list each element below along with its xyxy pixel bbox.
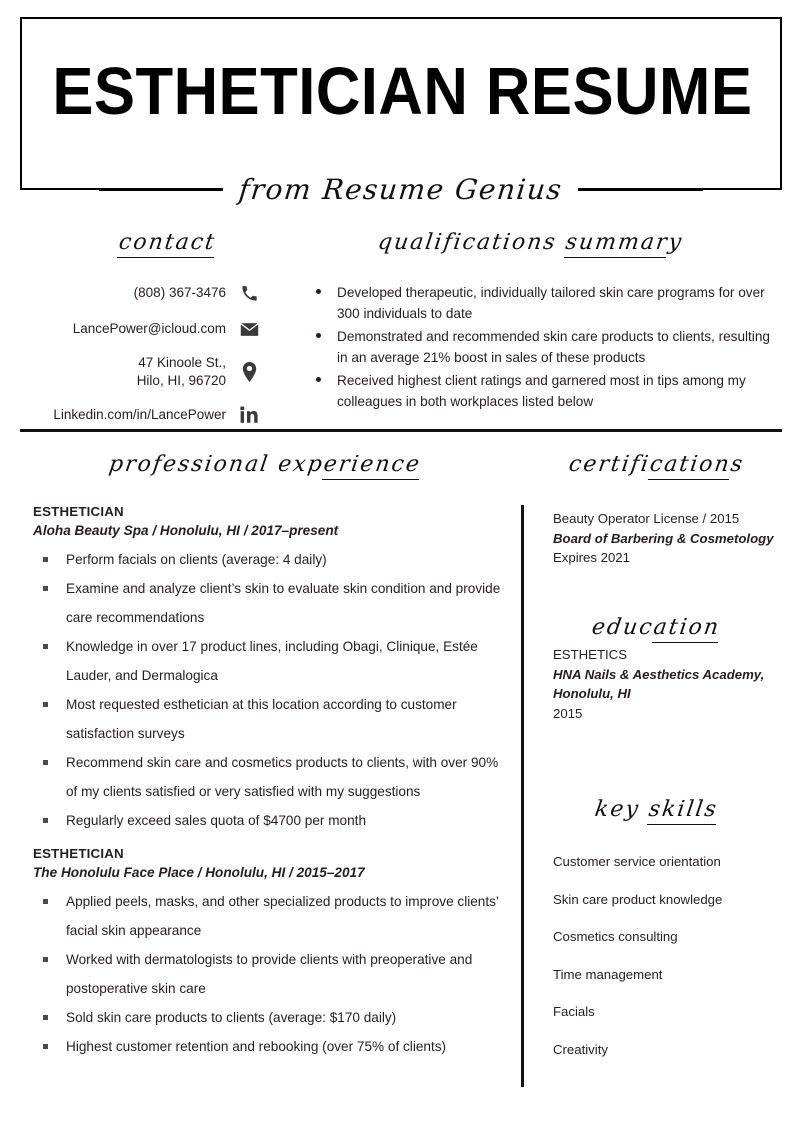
skills-list bbox=[553, 853, 778, 1078]
job-bullet-list bbox=[33, 887, 511, 1061]
certification-issuer: Board of Barbering & Cosmetology bbox=[553, 530, 774, 546]
certifications-body bbox=[553, 509, 778, 568]
contact-linkedin-value: Linkedin.com/in/LancePower bbox=[53, 407, 226, 422]
education-heading: education bbox=[540, 615, 772, 641]
contact-email-value: LancePower@icloud.com bbox=[72, 321, 226, 336]
experience-body bbox=[33, 503, 511, 1071]
contact-address-value bbox=[137, 354, 238, 390]
job-bullet-text: Knowledge in over 17 product lines, including Obagi, Clinique, Estée Lauder, and Dermalogica bbox=[66, 639, 478, 683]
experience-entry bbox=[33, 503, 511, 835]
skills-heading: key skills bbox=[540, 797, 772, 823]
experience-heading: professional experience bbox=[30, 452, 500, 478]
experience-entry bbox=[33, 845, 511, 1061]
education-body bbox=[553, 645, 778, 723]
job-bullet-text: Perform facials on clients (average: 4 daily) bbox=[66, 552, 327, 567]
contact-address-line1: 47 Kinoole St., bbox=[138, 355, 226, 370]
qualification-bullet bbox=[308, 326, 776, 368]
qualifications-heading: qualifications summary bbox=[330, 230, 730, 256]
bullet-square-icon bbox=[43, 702, 48, 707]
contact-address-line2: Hilo, HI, 96720 bbox=[136, 373, 226, 388]
job-title: ESTHETICIAN bbox=[33, 846, 124, 861]
job-title: ESTHETICIAN bbox=[33, 504, 124, 519]
tagline: from Resume Genius bbox=[222, 174, 581, 206]
education-year: 2015 bbox=[553, 705, 583, 721]
job-bullet bbox=[33, 632, 511, 690]
envelope-icon bbox=[238, 318, 260, 340]
header-box bbox=[20, 17, 782, 190]
job-bullet-list bbox=[33, 545, 511, 835]
certifications-heading: certifications bbox=[540, 452, 772, 478]
job-bullet bbox=[33, 690, 511, 748]
job-bullet-text: Worked with dermatologists to provide clients with preoperative and postoperative skin care bbox=[66, 952, 473, 996]
column-divider-vertical bbox=[521, 505, 524, 1087]
job-bullet-text: Examine and analyze client’s skin to evaluate skin condition and provide care recommendations bbox=[66, 581, 501, 625]
job-bullet-text: Regularly exceed sales quota of $4700 per month bbox=[66, 813, 367, 828]
certification-expiry: Expires 2021 bbox=[553, 550, 630, 565]
bullet-square-icon bbox=[43, 1044, 48, 1049]
education-school-line1: HNA Nails & Aesthetics Academy, bbox=[553, 666, 765, 682]
bullet-square-icon bbox=[43, 818, 48, 823]
qualification-text: Demonstrated and recommended skin care products to clients, resulting in an average 21% boost in sales of these products bbox=[337, 329, 770, 365]
contact-item-address bbox=[10, 354, 260, 390]
job-bullet-text: Sold skin care products to clients (average: $170 daily) bbox=[66, 1010, 397, 1025]
contact-list bbox=[10, 282, 260, 440]
map-pin-icon bbox=[238, 361, 260, 383]
contact-item-phone bbox=[10, 282, 260, 304]
job-bullet bbox=[33, 748, 511, 806]
qualification-text: Developed therapeutic, individually tailored skin care programs for over 300 individuals to date bbox=[337, 285, 765, 321]
bullet-square-icon bbox=[43, 644, 48, 649]
education-school-line2: Honolulu, HI bbox=[553, 686, 631, 701]
job-bullet bbox=[33, 887, 511, 945]
skill-item: Skin care product knowledge bbox=[553, 891, 723, 907]
job-bullet-text: Highest customer retention and rebooking (over 75% of clients) bbox=[66, 1039, 447, 1054]
job-bullet-text: Applied peels, masks, and other specialized products to improve clients’ facial skin appearance bbox=[66, 894, 499, 938]
bullet-dot-icon bbox=[316, 289, 321, 294]
linkedin-icon bbox=[238, 404, 260, 426]
qualification-text: Received highest client ratings and garnered most in tips among my colleagues in both workplaces listed below bbox=[337, 373, 746, 409]
job-bullet bbox=[33, 1032, 511, 1061]
bullet-dot-icon bbox=[316, 333, 321, 338]
certification-name: Beauty Operator License / 2015 bbox=[553, 511, 740, 526]
bullet-square-icon bbox=[43, 1015, 48, 1020]
skill-item: Cosmetics consulting bbox=[553, 929, 678, 944]
bullet-square-icon bbox=[43, 957, 48, 962]
contact-heading: contact bbox=[60, 230, 275, 256]
phone-icon bbox=[238, 282, 260, 304]
qualification-bullet bbox=[308, 370, 776, 412]
page-title: ESTHETICIAN RESUME bbox=[52, 54, 753, 129]
skill-item: Facials bbox=[553, 1004, 595, 1019]
job-bullet bbox=[33, 545, 511, 574]
bullet-dot-icon bbox=[316, 377, 321, 382]
job-bullet bbox=[33, 1003, 511, 1032]
contact-item-email bbox=[10, 318, 260, 340]
qualification-bullet bbox=[308, 282, 776, 324]
qualifications-list bbox=[308, 282, 776, 414]
job-bullet-text: Recommend skin care and cosmetics products to clients, with over 90% of my clients satisfied or very satisfied with my suggestions bbox=[66, 755, 499, 799]
skill-item: Customer service orientation bbox=[553, 854, 721, 869]
job-bullet-text: Most requested esthetician at this location according to customer satisfaction surveys bbox=[66, 697, 457, 741]
skill-item: Time management bbox=[553, 966, 663, 982]
bullet-square-icon bbox=[43, 899, 48, 904]
bullet-square-icon bbox=[43, 760, 48, 765]
skill-item: Creativity bbox=[553, 1041, 608, 1057]
section-divider-horizontal bbox=[20, 429, 782, 432]
bullet-square-icon bbox=[43, 586, 48, 591]
bullet-square-icon bbox=[43, 557, 48, 562]
job-bullet bbox=[33, 945, 511, 1003]
job-bullet bbox=[33, 574, 511, 632]
education-program: ESTHETICS bbox=[553, 647, 628, 662]
contact-item-linkedin bbox=[10, 404, 260, 426]
job-meta: The Honolulu Face Place / Honolulu, HI / 2015–2017 bbox=[33, 865, 365, 880]
contact-phone-value: (808) 367-3476 bbox=[133, 285, 226, 300]
job-meta: Aloha Beauty Spa / Honolulu, HI / 2017–present bbox=[33, 523, 339, 538]
job-bullet bbox=[33, 806, 511, 835]
